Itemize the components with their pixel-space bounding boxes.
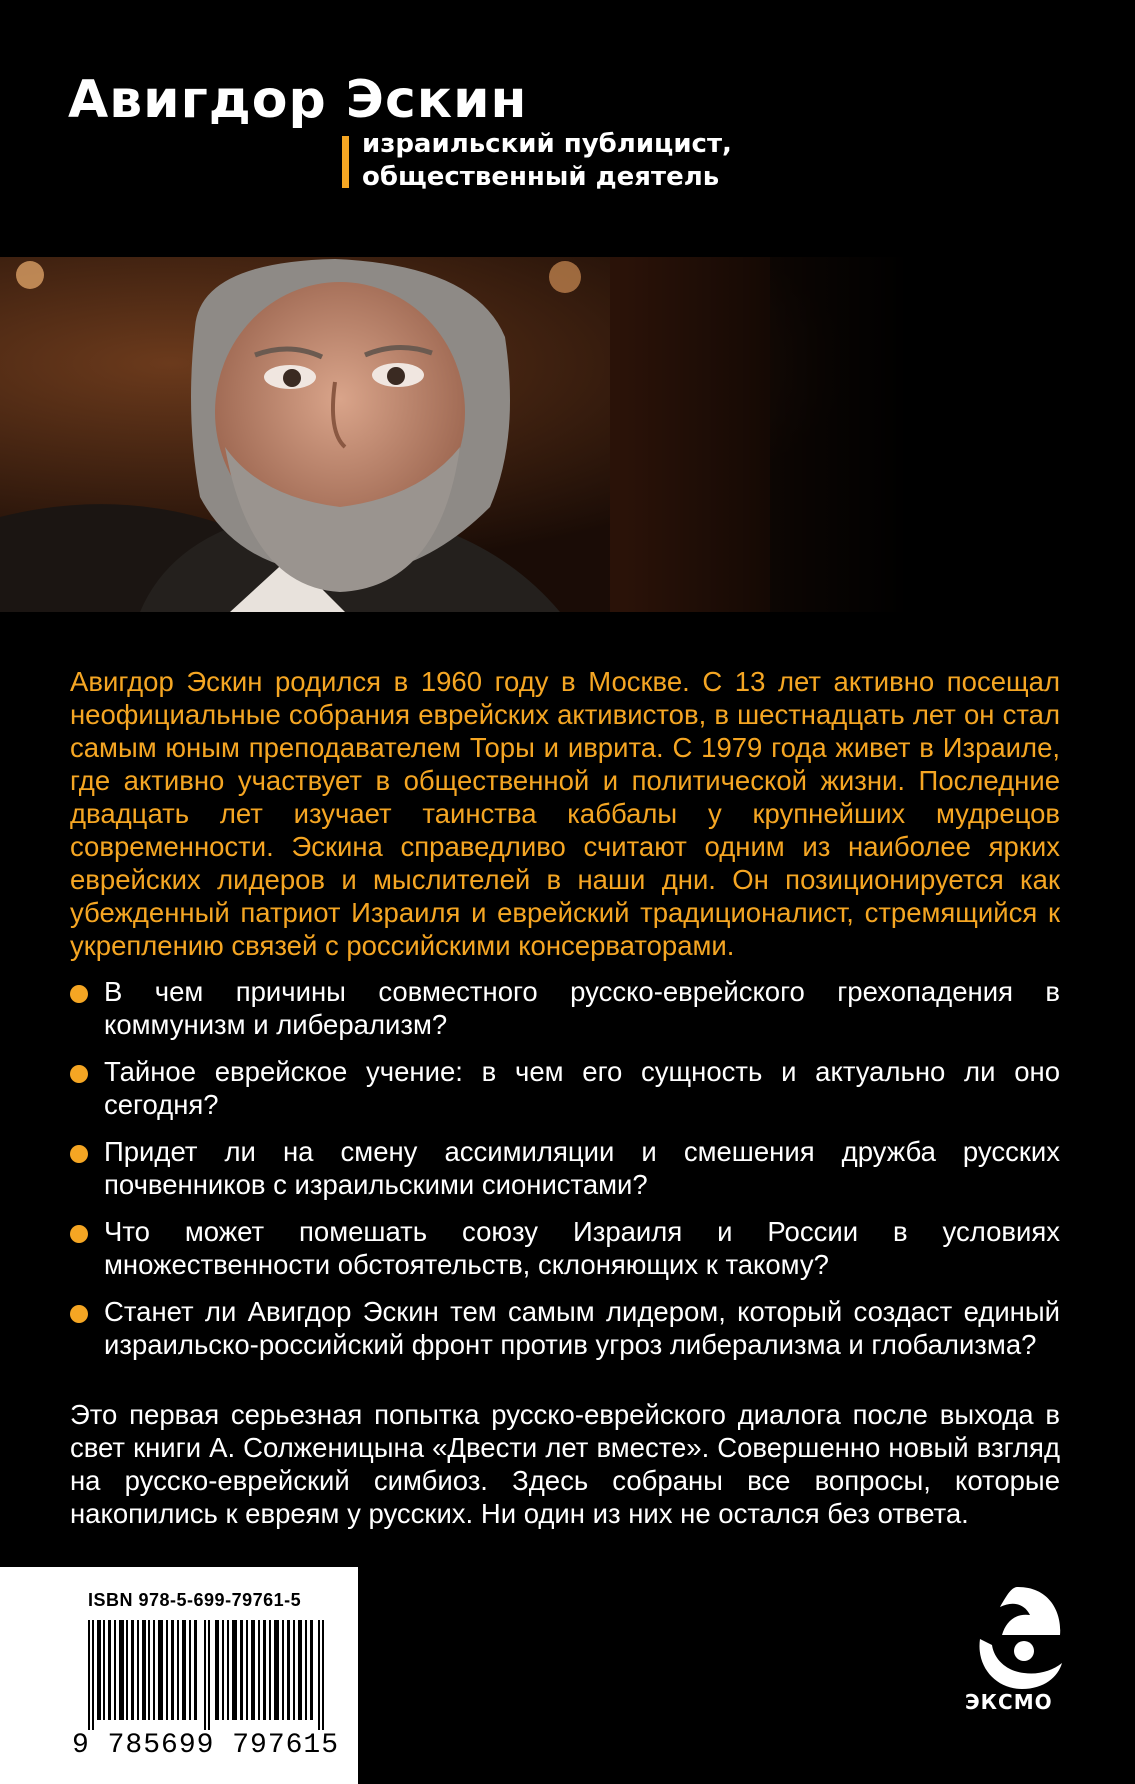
- questions-list: [70, 975, 1060, 1375]
- bullet-icon: [70, 1145, 88, 1163]
- author-photo: [0, 257, 1135, 612]
- barcode: [88, 1620, 328, 1730]
- list-item: [70, 1135, 1060, 1201]
- list-item: [70, 1055, 1060, 1121]
- question-text: Станет ли Авигдор Эскин тем самым лидером, который создаст единый израильско-российский фронт против угроз либерализма и глобализма?: [104, 1296, 1060, 1360]
- list-item: [70, 1295, 1060, 1361]
- question-text: Тайное еврейское учение: в чем его сущность и актуально ли оно сегодня?: [104, 1056, 1060, 1120]
- bullet-icon: [70, 1225, 88, 1243]
- list-item: [70, 1215, 1060, 1281]
- question-text: Придет ли на смену ассимиляции и смешения дружба русских почвенников с израильскими сионистами?: [104, 1136, 1060, 1200]
- isbn-label: ISBN 978-5-699-79761-5: [88, 1590, 302, 1610]
- bullet-icon: [70, 1065, 88, 1083]
- bullet-icon: [70, 985, 88, 1003]
- subtitle-accent-bar: [342, 136, 349, 188]
- subtitle-line-1: израильский публицист,: [362, 129, 732, 159]
- publisher-name: ЭКСМО: [965, 1690, 1053, 1714]
- author-name: Авигдор Эскин: [68, 70, 528, 130]
- bullet-icon: [70, 1305, 88, 1323]
- author-subtitle: [362, 128, 732, 194]
- question-text: В чем причины совместного русско-еврейского грехопадения в коммунизм и либерализм?: [104, 976, 1060, 1040]
- author-biography: Авигдор Эскин родился в 1960 году в Москве. С 13 лет активно посещал неофициальные собрания еврейских активистов, в шестнадцать лет он стал самым юным преподавателем Торы и иврита. С 1979 года живет в Израиле, где активно участвует в общественной и политической жизни. Последние двадцать лет изучает таинства каббалы у крупнейших мудрецов современности. Эскина справедливо считают одним из наиболее ярких еврейских лидеров и мыслителей в наши дни. Он позиционируется как убежденный патриот Израиля и еврейский традиционалист, стремящийся к укреплению связей с российскими консерваторами.: [70, 666, 1060, 961]
- closing-paragraph: Это первая серьезная попытка русско-еврейского диалога после выхода в свет книги А. Солженицына «Двести лет вместе». Совершенно новый взгляд на русско-еврейский симбиоз. Здесь собраны все вопросы, которые накопились к евреям у русских. Ни один из них не остался без ответа.: [70, 1399, 1060, 1529]
- subtitle-line-2: общественный деятель: [362, 162, 720, 192]
- barcode-digits: 9 785699 797615 >: [72, 1730, 375, 1761]
- question-text: Что может помешать союзу Израиля и России в условиях множественности обстоятельств, склоняющих к такому?: [104, 1216, 1060, 1280]
- list-item: [70, 975, 1060, 1041]
- eksmo-logo-icon: [972, 1583, 1064, 1693]
